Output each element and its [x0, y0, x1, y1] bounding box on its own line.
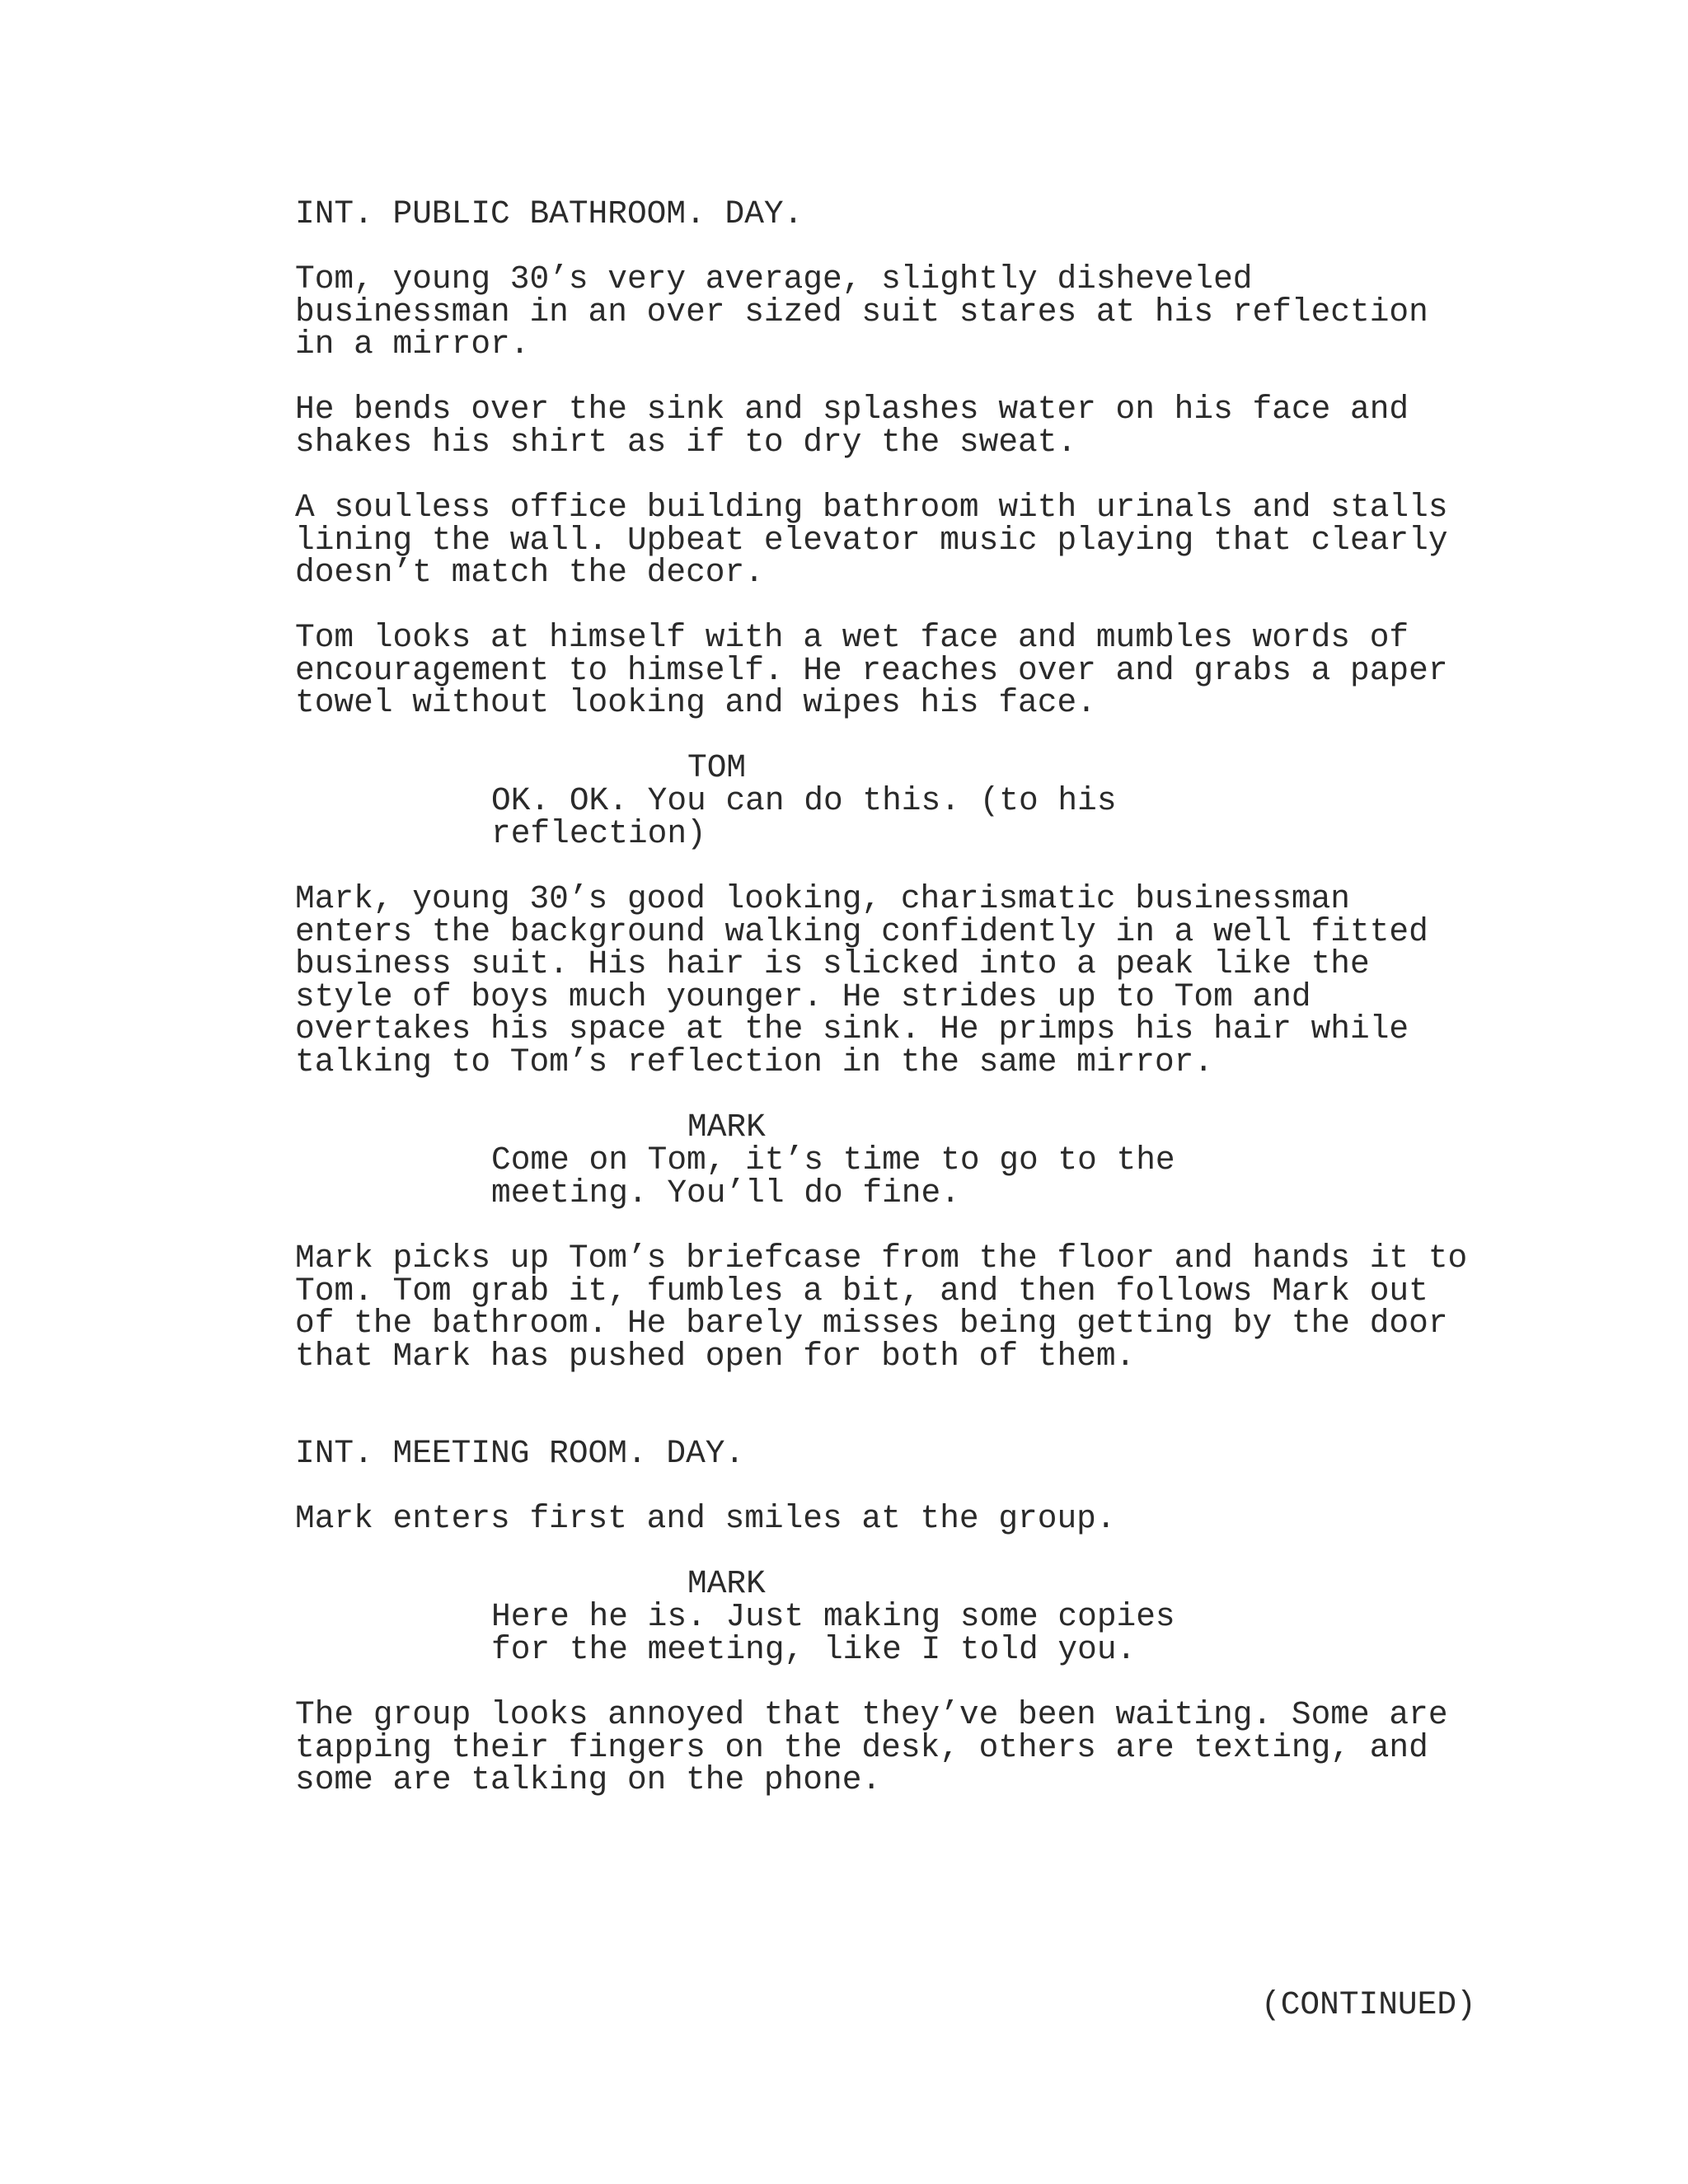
scene-heading: INT. PUBLIC BATHROOM. DAY.: [295, 195, 804, 232]
continued-marker: (CONTINUED): [1261, 1986, 1476, 2023]
scene-heading: INT. MEETING ROOM. DAY.: [295, 1435, 745, 1472]
action-paragraph: Mark, young 30’s good looking, charismatic businessman enters the background walking confidently in a well fitted business suit. His hair is slicked into a peak like the style of boys much younger. He strides up to Tom and overtakes his space at the sink. He primps his hair while talking to Tom’s reflection in the same mirror.: [295, 880, 1428, 1080]
action-paragraph: Mark picks up Tom’s briefcase from the floor and hands it to Tom. Tom grab it, fumbles a bit, and then follows Mark out of the bathroom. He barely misses being getting by the door that Mark has pushed open for both of them.: [295, 1240, 1468, 1375]
action-paragraph: A soulless office building bathroom with urinals and stalls lining the wall. Upbeat elevator music playing that clearly doesn’t match the decor.: [295, 489, 1448, 592]
action-paragraph: Mark enters first and smiles at the group.: [295, 1500, 1116, 1537]
action-paragraph: The group looks annoyed that they’ve been waiting. Some are tapping their fingers on the desk, others are texting, and some are talking on the phone.: [295, 1696, 1448, 1799]
action-paragraph: Tom, young 30’s very average, slightly disheveled businessman in an over sized suit stares at his reflection in a mirror.: [295, 260, 1428, 363]
dialogue-text: OK. OK. You can do this. (to his reflection): [491, 782, 1117, 852]
action-paragraph: He bends over the sink and splashes water on his face and shakes his shirt as if to dry the sweat.: [295, 391, 1409, 461]
dialogue-text: Come on Tom, it’s time to go to the meeting. You’ll do fine.: [491, 1141, 1175, 1212]
character-name: MARK: [687, 1565, 766, 1602]
action-paragraph: Tom looks at himself with a wet face and mumbles words of encouragement to himself. He reaches over and grabs a paper towel without looking and wipes his face.: [295, 619, 1448, 722]
character-name: TOM: [687, 749, 747, 786]
dialogue-text: Here he is. Just making some copies for the meeting, like I told you.: [491, 1598, 1175, 1668]
character-name: MARK: [687, 1108, 766, 1146]
